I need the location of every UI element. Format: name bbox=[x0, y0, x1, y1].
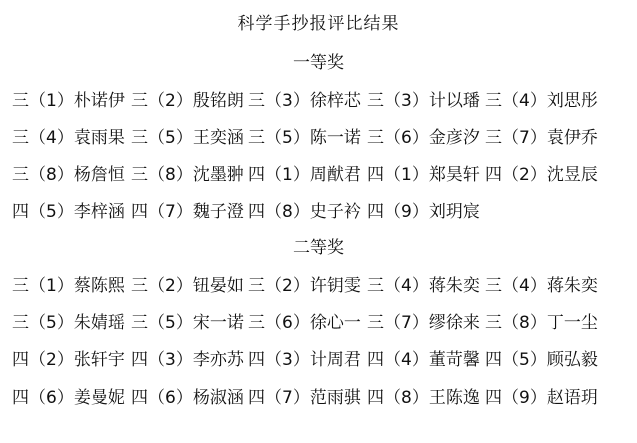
award-entry: 四（4）董苛馨 bbox=[367, 350, 480, 370]
award-entry: 四（1）郑昊轩 bbox=[367, 165, 480, 185]
award-entry: 三（8）丁一尘 bbox=[485, 313, 598, 333]
award-entry: 三（2）许钥雯 bbox=[248, 276, 361, 296]
award-entry: 三（6）徐心一 bbox=[248, 313, 361, 333]
award-entry: 四（2）沈昱辰 bbox=[485, 165, 598, 185]
award-entry: 四（9）刘玥宸 bbox=[367, 202, 480, 222]
award-entry: 三（5）朱婧瑶 bbox=[12, 313, 125, 333]
second-prize-row-4 bbox=[12, 387, 632, 411]
award-entry: 三（4）蒋朱奕 bbox=[367, 276, 480, 296]
second-prize-row-3 bbox=[12, 349, 632, 373]
award-entry: 四（6）姜曼妮 bbox=[12, 388, 125, 408]
award-entry: 三（5）陈一诺 bbox=[248, 128, 361, 148]
award-entry: 三（3）计以璠 bbox=[367, 91, 480, 111]
award-entry: 四（5）李梓涵 bbox=[12, 202, 125, 222]
award-entry: 三（4）蒋朱奕 bbox=[485, 276, 598, 296]
second-prize-row-1 bbox=[12, 275, 632, 299]
award-entry: 三（3）徐梓芯 bbox=[248, 91, 361, 111]
first-prize-row-3 bbox=[12, 164, 632, 188]
award-entry: 三（1）朴诺伊 bbox=[12, 91, 125, 111]
award-entry: 三（5）王奕涵 bbox=[131, 128, 244, 148]
first-prize-row-1 bbox=[12, 90, 632, 114]
award-entry: 四（3）计周君 bbox=[248, 350, 361, 370]
second-prize-row-2 bbox=[12, 312, 632, 336]
award-entry: 三（6）金彦汐 bbox=[367, 128, 480, 148]
award-entry: 四（1）周猷君 bbox=[248, 165, 361, 185]
award-entry: 三（7）袁伊乔 bbox=[485, 128, 598, 148]
award-entry: 三（1）蔡陈熙 bbox=[12, 276, 125, 296]
award-entry: 三（8）杨詹恒 bbox=[12, 165, 125, 185]
award-entry: 三（4）袁雨果 bbox=[12, 128, 125, 148]
award-entry: 四（6）杨淑涵 bbox=[131, 388, 244, 408]
section-heading-first-prize: 一等奖 bbox=[293, 53, 344, 73]
award-entry: 三（5）宋一诺 bbox=[131, 313, 244, 333]
award-entry: 四（7）魏子澄 bbox=[131, 202, 244, 222]
first-prize-row-4 bbox=[12, 201, 632, 225]
award-entry: 四（7）范雨骐 bbox=[248, 388, 361, 408]
award-entry: 四（9）赵语玥 bbox=[485, 388, 598, 408]
award-entry: 三（8）沈墨翀 bbox=[131, 165, 244, 185]
award-entry: 四（8）王陈逸 bbox=[367, 388, 480, 408]
first-prize-row-2 bbox=[12, 127, 632, 151]
page-title: 科学手抄报评比结果 bbox=[237, 14, 400, 34]
award-entry: 三（2）钮晏如 bbox=[131, 276, 244, 296]
award-entry: 四（5）顾弘毅 bbox=[485, 350, 598, 370]
section-heading-second-prize: 二等奖 bbox=[293, 238, 344, 258]
award-entry: 三（4）刘思彤 bbox=[485, 91, 598, 111]
award-entry: 三（7）缪徐来 bbox=[367, 313, 480, 333]
award-entry: 四（2）张轩宇 bbox=[12, 350, 125, 370]
award-entry: 四（3）李亦苏 bbox=[131, 350, 244, 370]
award-entry: 三（2）殷铭朗 bbox=[131, 91, 244, 111]
award-entry: 四（8）史子衿 bbox=[248, 202, 361, 222]
